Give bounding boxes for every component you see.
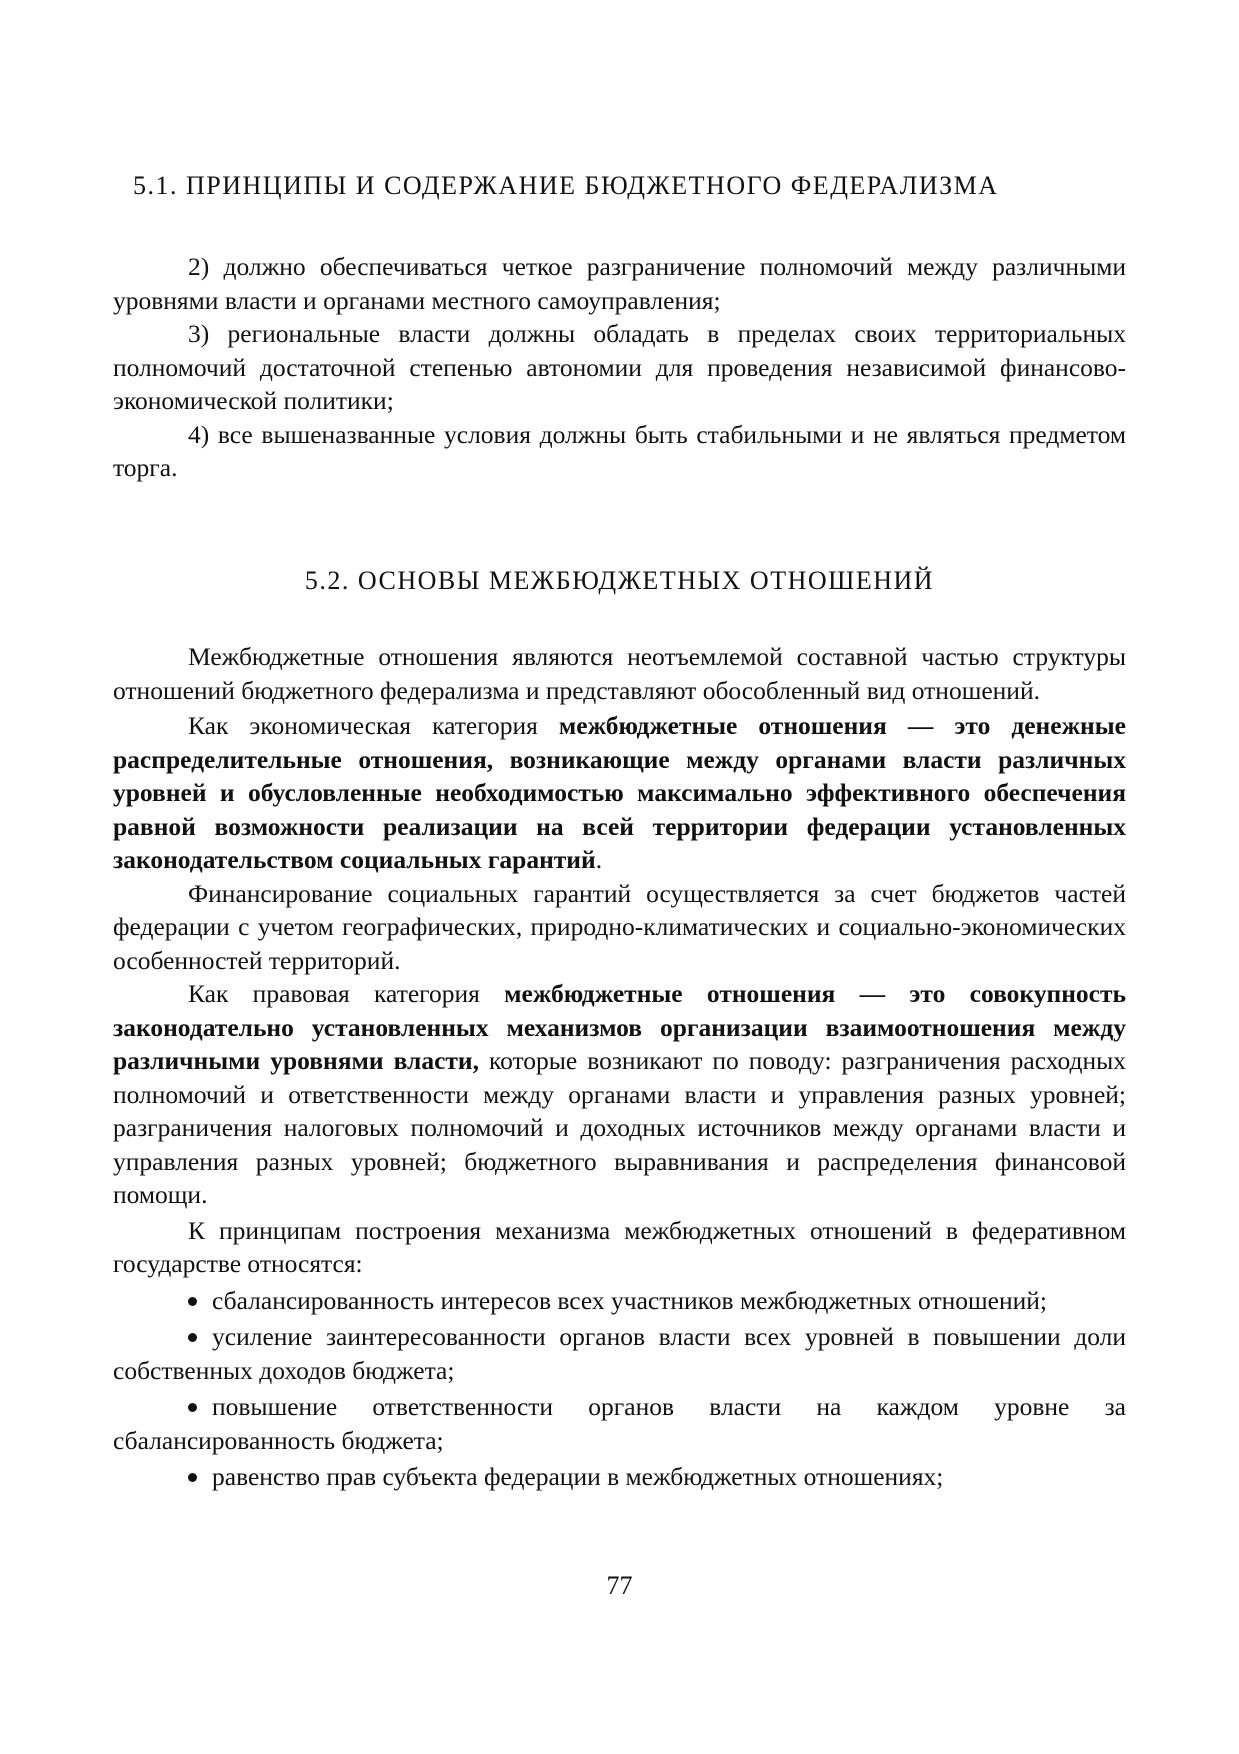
definition-bold: межбюджетные отношения — это денежные распределительные отношения, возникающие между органами власти различных уровней и обусловленные необходимостью максимально эффективного обеспечения равной возможности реализации на всей территории федерации установленных законодательством социальных гарантий [113,711,1126,874]
bullet-icon [188,1320,212,1354]
paragraph-legal-definition [113,977,1126,1212]
list-item-3: 3) региональные власти должны обладать в пределах своих территориальных полномочий достаточной степенью автономии для проведения независимой финансово-экономической политики; [113,319,1126,415]
paragraph-economic-definition [113,709,1126,877]
bullet-text: усиление заинтересованности органов власти всех уровней в повышении доли собственных доходов бюджета; [113,1322,1126,1385]
definition-bold: межбюджетные отношения — это совокупность законодательно установленных механизмов организации взаимоотношения между различными уровнями власти, [113,979,1126,1075]
bullet-text: сбалансированность интересов всех участников межбюджетных отношений; [212,1285,1047,1315]
paragraph-financing: Финансирование социальных гарантий осуществляется за счет бюджетов частей федерации с учетом географических, природно-климатических и социально-экономических особенностей территорий. [113,878,1126,975]
bullet-icon [188,1284,212,1318]
bullet-icon [188,1460,212,1494]
bullet-item [113,1390,1126,1457]
list-continuation [113,250,1126,485]
bullet-icon [188,1390,212,1424]
paragraph-principles-intro: К принципам построения механизма межбюджетных отношений в федеративном государстве относятся: [113,1215,1126,1278]
paragraph-tail: . [595,845,603,874]
list-item-4: 4) все вышеназванные условия должны быть стабильными и не являться предметом торга. [113,419,1126,482]
bullet-item [113,1460,1126,1494]
bullet-text: равенство прав субъекта федерации в межбюджетных отношениях; [212,1462,944,1491]
bullet-item [113,1284,1126,1318]
section-body [113,640,1126,1494]
running-header: 5.1. ПРИНЦИПЫ И СОДЕРЖАНИЕ БЮДЖЕТНОГО ФЕДЕРАЛИЗМА [133,171,999,200]
paragraph-lead: Как правовая категория [188,979,505,1008]
paragraph-tail: которые возникают по поводу: разграничения расходных полномочий и ответственности между органами власти и управления разных уровней; разграничения налоговых полномочий и доходных источников между органами власти и управления разных уровней; бюджетного выравнивания и распределения финансовой помощи. [113,1046,1126,1209]
section-title: 5.2. ОСНОВЫ МЕЖБЮДЖЕТНЫХ ОТНОШЕНИЙ [304,566,935,595]
list-item-2: 2) должно обеспечиваться четкое разграничение полномочий между различными уровнями власти и органами местного самоуправления; [113,252,1126,315]
bullet-text: повышение ответственности органов власти на каждом уровне за сбалансированность бюджета; [113,1392,1126,1455]
paragraph-lead: Как экономическая категория [188,711,559,740]
page-number: 77 [606,1571,633,1600]
paragraph-intro: Межбюджетные отношения являются неотъемлемой составной частью структуры отношений бюджетного федерализма и представляют обособленный вид отношений. [113,642,1126,705]
bullet-item [113,1320,1126,1387]
